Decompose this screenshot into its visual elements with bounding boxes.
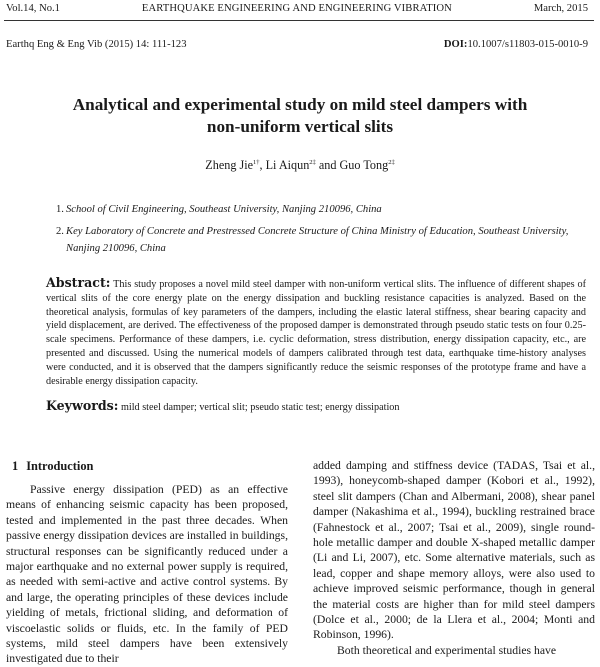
abstract-text: This study proposes a novel mild steel damper with non-uniform vertical slits. The influence of different shapes of vertical slits of the core energy plate on the energy dissipation and buckling resistance capacities is analyzed. Based on the theoretical analysis, formulas of key parameters of the dampers, including the elastic lateral stiffness, shear bearing capacity and yield displacement, are derived. The effectiveness of the proposed damper is demonstrated through pseudo static tests on four 0.25-scale specimens. Performance of these dampers, i.e. cyclic deformation, stress distribution, energy dissipation capacity, etc., are presented and discussed. Using the numerical models of dampers calibrated through test data, earthquake time-history analyses were conducted, and it is observed that the dampers significantly reduce the seismic responses of the prototype frame and have a desirable energy dissipation capacity.: [46, 279, 586, 387]
keywords: [46, 398, 586, 413]
affiliation-item: [56, 223, 586, 257]
affiliation-number: 1.: [56, 204, 64, 215]
citation-reference: Earthq Eng & Eng Vib (2015) 14: 111-123: [6, 39, 187, 50]
volume-issue: Vol.14, No.1: [6, 3, 60, 14]
author-mark: 1†: [253, 158, 260, 166]
section-number: 1: [12, 459, 19, 473]
author-separator: ,: [259, 158, 266, 172]
journal-name: EARTHQUAKE ENGINEERING AND ENGINEERING VIBRATION: [141, 3, 452, 14]
intro-paragraph: Passive energy dissipation (PED) as an effective means of enhancing seismic capacity has been proposed, tested and implemented in the past three decades. When passive energy dissipation devices are installed in buildings, structural responses can be significantly reduced under a major earthquake and no external power supply is required, as needed with semi-active and active control systems. By and large, the operating principles of these devices include yielding of metals, frictional sliding, and deformation of viscoelastic solids or fluids, etc. In the family of PED systems, mild steel dampers have been extensively investigated due to their: [6, 483, 288, 666]
affiliation-item: [56, 201, 586, 218]
header-rule: [4, 20, 594, 21]
author-mark: 2‡: [388, 158, 395, 166]
running-header: [6, 3, 588, 14]
doi-value: 10.1007/s11803-015-0010-9: [467, 39, 588, 50]
doi-label: DOI:: [443, 39, 468, 50]
author-name: Zheng Jie: [205, 158, 254, 172]
left-column: [6, 458, 288, 667]
intro-paragraph: Both theoretical and experimental studies have: [337, 643, 557, 657]
author-name: Guo Tong: [339, 158, 389, 172]
doi: [444, 39, 588, 50]
title-line-1: Analytical and experimental study on mild steel dampers with: [72, 95, 528, 114]
intro-paragraph-continued: added damping and stiffness device (TADAS, Tsai et al., 1993), honeycomb-shaped damper (Kobori et al., 1992), steel slit dampers (Chan and Albermani, 2008), shear panel damper (Nakashima et al., 1994), buckling restrained brace (Fahnestock et al., 2007; Tsai et al., 2009), single round-hole metallic damper and double X-shaped metallic damper (Li and Li, 2007), etc. Some alternative materials, such as lead, copper and shape memory alloys, were also used to achieve improved seismic performance, though in general the material costs are higher than for mild steel dampers (Dolce et al., 2000; de la Llera et al., 2004; Monti and Robinson, 1996).: [313, 459, 595, 642]
affiliation-list: [56, 201, 586, 262]
abstract-label: Abstract:: [46, 275, 111, 290]
abstract: [46, 276, 586, 388]
affiliation-text: Key Laboratory of Concrete and Prestressed Concrete Structure of China Ministry of Education, Southeast University, Nanjing 210096, China: [66, 226, 569, 254]
author-name: Li Aiqun: [265, 158, 310, 172]
section-heading: [12, 458, 288, 474]
author-list: [0, 158, 600, 173]
affiliation-number: 2.: [56, 226, 64, 237]
author-separator: and: [315, 158, 340, 172]
issue-date: March, 2015: [533, 3, 588, 14]
right-column: [313, 458, 595, 658]
affiliation-text: School of Civil Engineering, Southeast University, Nanjing 210096, China: [66, 204, 382, 215]
keywords-label: Keywords:: [46, 398, 119, 413]
section-title: Introduction: [26, 459, 94, 473]
keywords-text: mild steel damper; vertical slit; pseudo static test; energy dissipation: [120, 402, 400, 413]
title-line-2: non-uniform vertical slits: [206, 117, 394, 136]
paper-title: [20, 94, 580, 138]
citation-line: [6, 39, 588, 50]
author-mark: 2‡: [309, 158, 316, 166]
